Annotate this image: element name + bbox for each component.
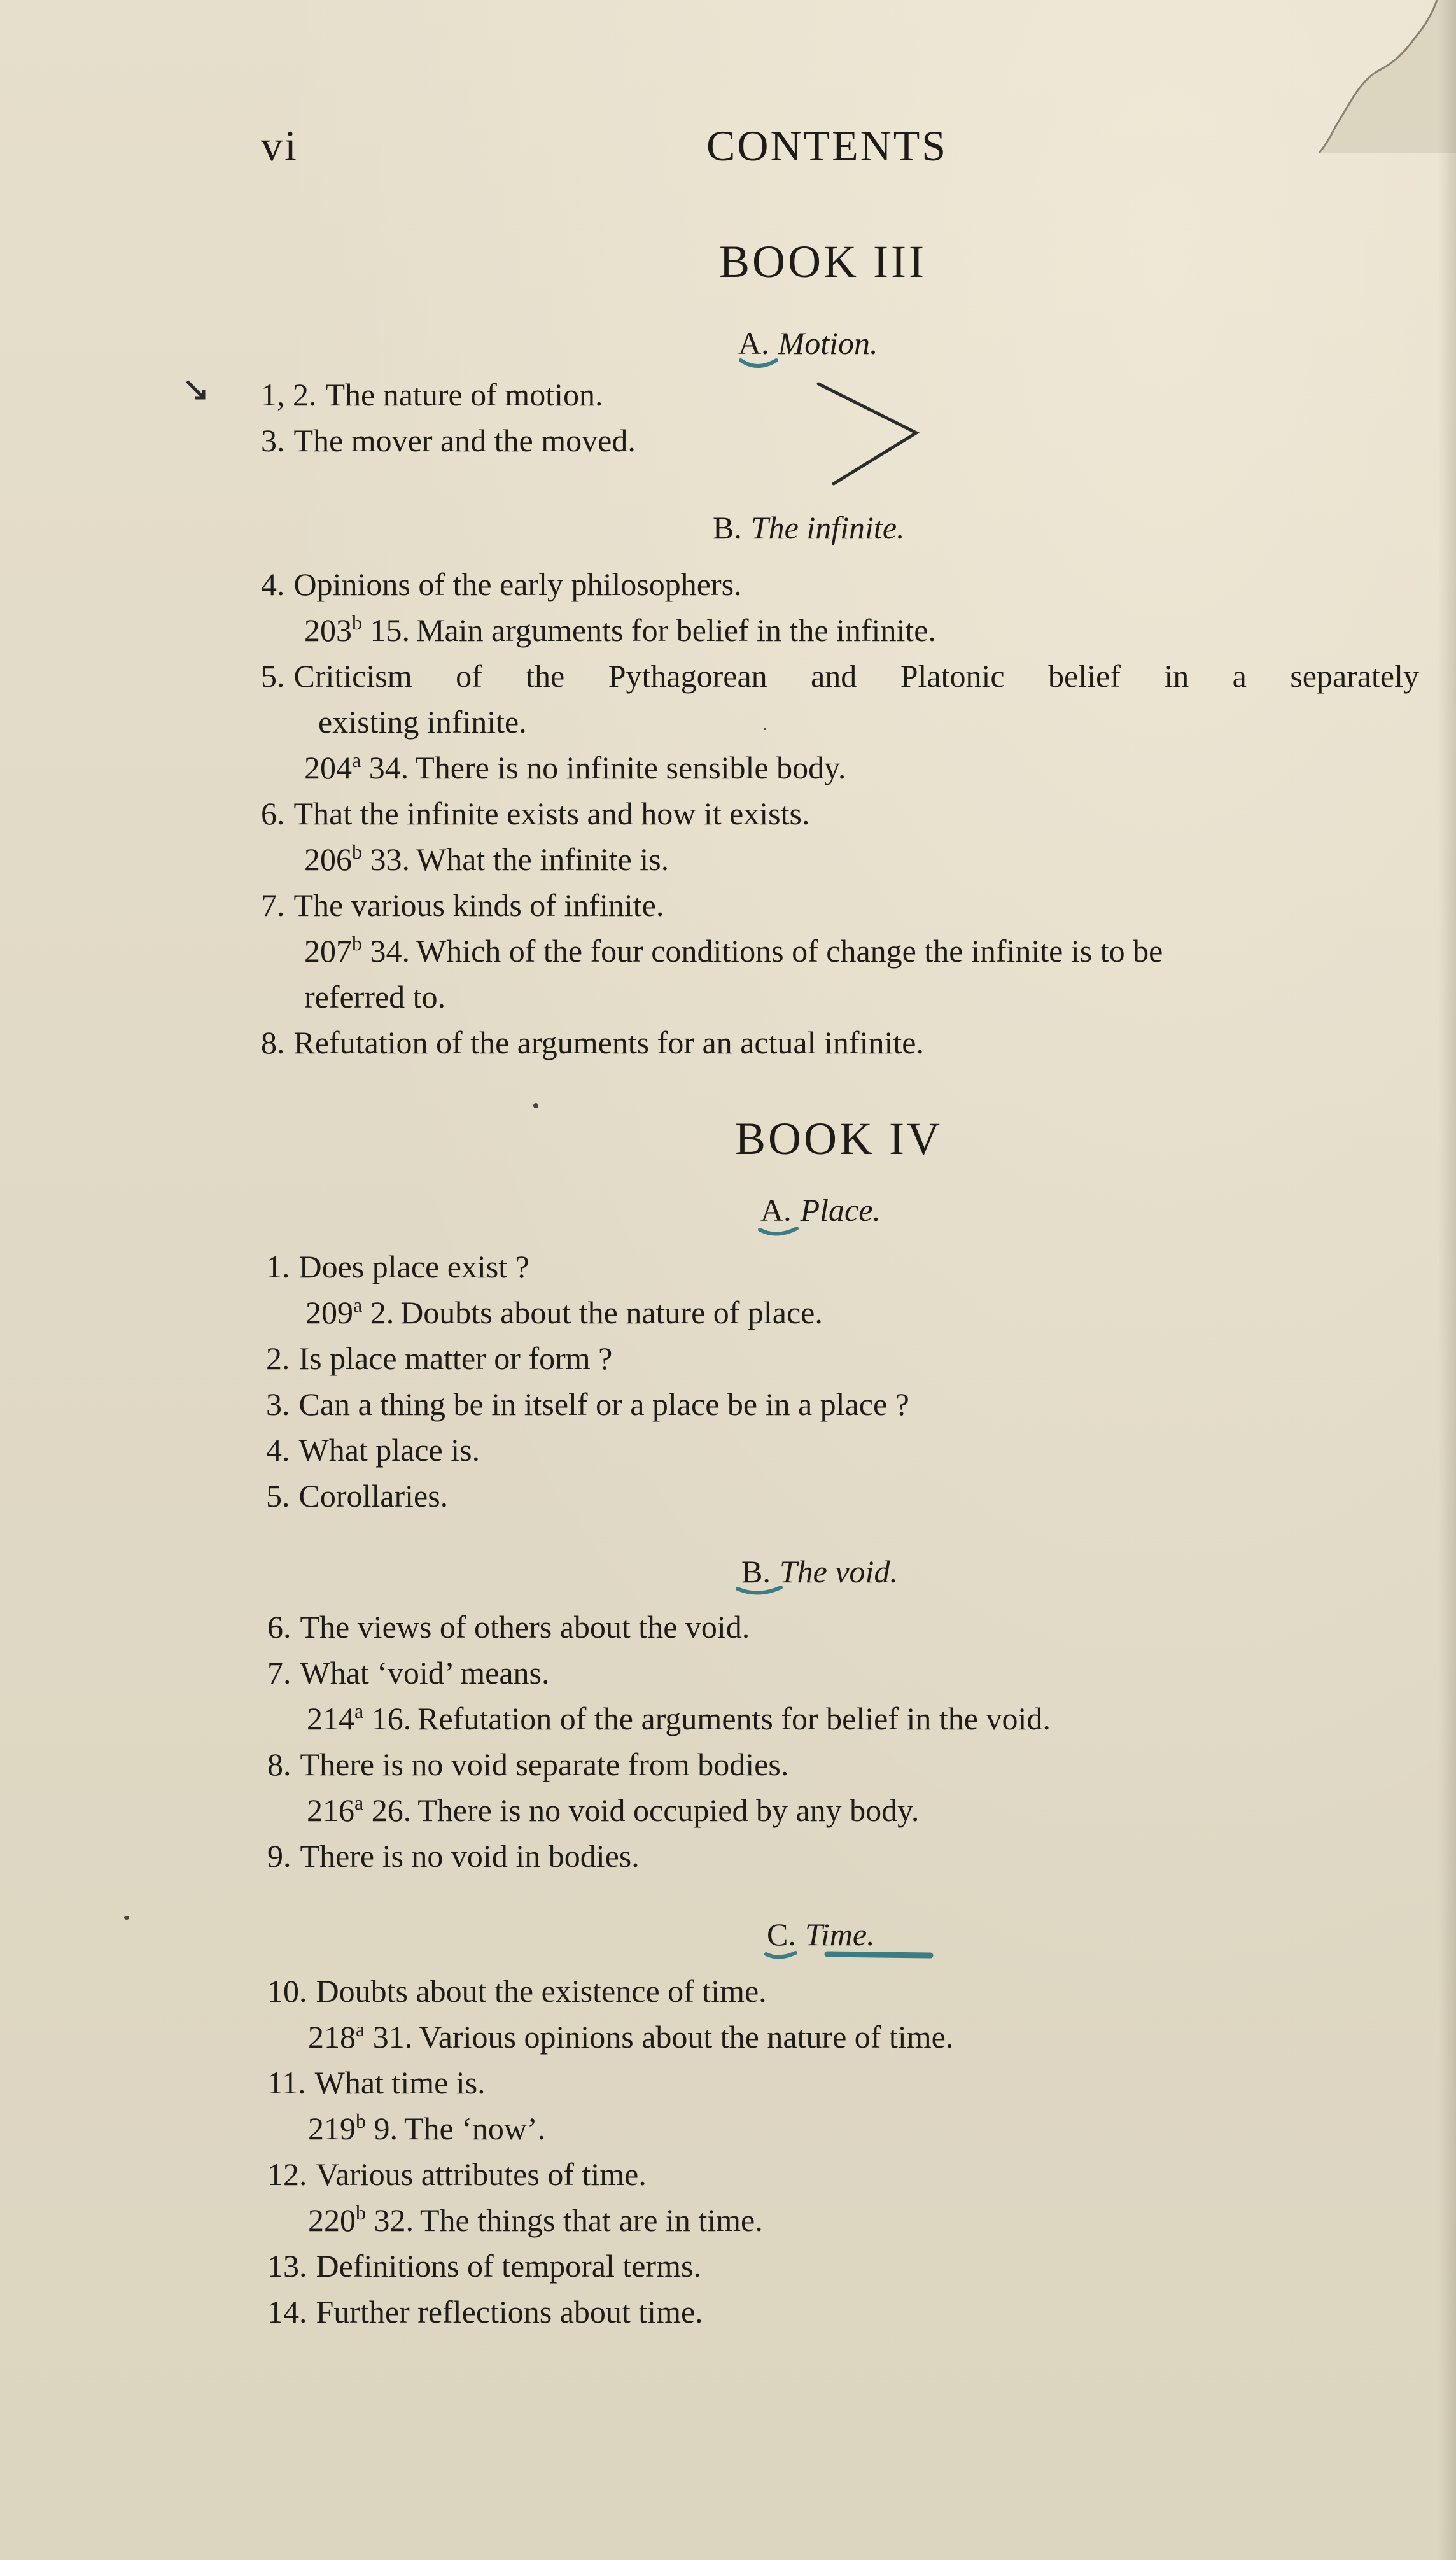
section-title: Time. <box>804 1916 875 1952</box>
toc-entry <box>267 2243 701 2289</box>
section-letter: A. <box>738 325 769 361</box>
book-iii-heading: BOOK III <box>719 236 927 287</box>
bekker-reference: 206$^b$ 33. <box>304 840 410 877</box>
toc-subentry <box>304 928 1163 974</box>
bekker-reference: 218$^a$ 31. <box>308 2018 413 2055</box>
entry-title: Does place exist ? <box>298 1249 529 1284</box>
entry-title: Is place matter or form ? <box>298 1340 613 1376</box>
toc-entry <box>261 791 810 836</box>
toc-subentry <box>305 1290 823 1335</box>
toc-entry-continuation: existing infinite. <box>318 704 527 740</box>
section-title: The infinite. <box>750 510 905 545</box>
running-title: CONTENTS <box>706 122 948 170</box>
toc-entry <box>267 1604 750 1650</box>
entry-title: What ‘void’ means. <box>300 1655 550 1691</box>
entry-title: Which of the four conditions of change the infinite is to be <box>416 933 1163 969</box>
entry-number: 3. <box>266 1386 290 1422</box>
toc-entry <box>266 1427 480 1473</box>
entry-number: 6. <box>267 1609 291 1645</box>
toc-entry <box>267 2060 486 2106</box>
section-letter: C. <box>767 1916 796 1952</box>
section-heading-infinite <box>713 509 905 546</box>
entry-title: What the infinite is. <box>416 841 669 877</box>
paper-speck <box>124 1916 129 1920</box>
entry-title: Doubts about the nature of place. <box>400 1295 823 1330</box>
entry-title: Various opinions about the nature of time. <box>419 2019 954 2055</box>
toc-subentry <box>307 1696 1051 1741</box>
pencil-chevron-mark <box>815 379 923 487</box>
toc-entry <box>261 1020 924 1065</box>
entry-title: That the infinite exists and how it exists. <box>293 796 810 831</box>
bekker-reference: 209$^a$ 2. <box>305 1293 395 1330</box>
toc-subentry <box>304 607 936 653</box>
page-number: vi <box>261 122 298 170</box>
entry-number: 7. <box>261 887 285 923</box>
bekker-reference: 207$^b$ 34. <box>304 932 410 969</box>
page-edge-shadow <box>1438 0 1456 2560</box>
entry-number: 2. <box>266 1340 290 1376</box>
section-title: The void. <box>779 1554 898 1589</box>
toc-entry <box>267 1741 788 1787</box>
toc-entry <box>261 653 1419 699</box>
section-letter: A. <box>760 1192 792 1228</box>
toc-entry <box>267 2289 703 2335</box>
bekker-reference: 216$^a$ 26. <box>307 1791 412 1828</box>
entry-title: Refutation of the arguments for belief in the void. <box>417 1701 1051 1736</box>
entry-number: 12. <box>267 2156 307 2192</box>
book-iv-heading: BOOK IV <box>735 1113 942 1164</box>
toc-subentry <box>304 745 846 791</box>
entry-number: 10. <box>267 1973 307 2009</box>
paper-speck <box>533 1103 538 1108</box>
section-title: Place. <box>800 1192 881 1228</box>
toc-entry <box>261 418 636 463</box>
section-title: Motion. <box>778 325 878 361</box>
entry-number: 5. <box>266 1478 290 1514</box>
entry-number: 4. <box>261 566 285 602</box>
entry-title: The views of others about the void. <box>300 1609 750 1645</box>
entry-title: Various attributes of time. <box>316 2156 647 2192</box>
entry-title: There is no void in bodies. <box>300 1838 640 1874</box>
toc-entry <box>266 1473 448 1519</box>
entry-title: Definitions of temporal terms. <box>316 2248 701 2284</box>
bekker-reference: 219$^b$ 9. <box>308 2109 398 2146</box>
toc-subentry <box>307 1787 919 1833</box>
toc-entry <box>267 1833 640 1879</box>
entry-title: Refutation of the arguments for an actual infinite. <box>293 1025 924 1060</box>
entry-number: 8. <box>261 1025 285 1060</box>
entry-number: 9. <box>267 1838 291 1874</box>
section-heading-void <box>741 1553 898 1590</box>
entry-title: What place is. <box>298 1432 480 1468</box>
entry-title: Doubts about the existence of time. <box>316 1973 767 2009</box>
entry-title: There is no infinite sensible body. <box>415 750 846 785</box>
toc-entry <box>261 372 603 418</box>
entry-number: 5. <box>261 658 285 694</box>
bekker-reference: 214$^a$ 16. <box>307 1699 412 1736</box>
entry-number: 13. <box>267 2248 307 2284</box>
entry-number: 11. <box>267 2065 306 2100</box>
section-letter: B. <box>741 1554 771 1589</box>
entry-title: Criticism of the Pythagorean and Platonic belief in a separately <box>293 658 1419 694</box>
bekker-reference: 204$^a$ 34. <box>304 749 409 785</box>
toc-entry <box>266 1381 909 1427</box>
toc-entry <box>261 561 742 607</box>
entry-number: 3. <box>261 423 285 458</box>
paper-speck <box>764 728 766 730</box>
entry-title: There is no void separate from bodies. <box>300 1747 789 1782</box>
entry-title: Opinions of the early philosophers. <box>293 566 742 602</box>
entry-title: Further reflections about time. <box>316 2294 703 2330</box>
section-letter: B. <box>713 510 742 545</box>
section-heading-place <box>760 1192 881 1228</box>
entry-title: The nature of motion. <box>325 377 603 412</box>
toc-entry <box>267 1650 550 1696</box>
entry-title: There is no void occupied by any body. <box>417 1792 920 1828</box>
entry-title: The mover and the moved. <box>293 423 636 458</box>
toc-subentry <box>308 2106 545 2151</box>
entry-number: 14. <box>267 2294 307 2330</box>
entry-title: The things that are in time. <box>420 2202 763 2238</box>
entry-number: 4. <box>266 1432 290 1468</box>
entry-number: 6. <box>261 796 285 831</box>
entry-number: 1, 2. <box>261 377 317 412</box>
toc-entry <box>267 2151 647 2197</box>
section-heading-time <box>767 1916 875 1953</box>
toc-entry <box>266 1335 612 1381</box>
toc-entry-continuation: referred to. <box>304 979 446 1015</box>
entry-title: Corollaries. <box>298 1478 449 1514</box>
toc-entry <box>266 1244 529 1290</box>
entry-title: The ‘now’. <box>404 2111 546 2146</box>
toc-subentry <box>304 836 669 882</box>
toc-entry <box>267 1968 767 2014</box>
bekker-reference: 220$^b$ 32. <box>308 2201 414 2238</box>
torn-corner <box>1163 0 1456 204</box>
entry-title: Main arguments for belief in the infinite. <box>416 612 936 648</box>
bekker-reference: 203$^b$ 15. <box>304 611 410 648</box>
pencil-arrow-icon <box>185 379 210 404</box>
entry-number: 1. <box>266 1249 290 1284</box>
entry-title: The various kinds of infinite. <box>293 887 664 923</box>
toc-entry <box>261 882 664 928</box>
running-head <box>261 121 1063 178</box>
entry-title: What time is. <box>314 2065 486 2100</box>
entry-number: 8. <box>267 1747 291 1782</box>
section-heading-motion <box>738 325 878 362</box>
toc-subentry <box>308 2197 763 2243</box>
entry-title: Can a thing be in itself or a place be in a place ? <box>298 1386 909 1422</box>
entry-number: 7. <box>267 1655 291 1691</box>
toc-subentry <box>308 2014 953 2060</box>
